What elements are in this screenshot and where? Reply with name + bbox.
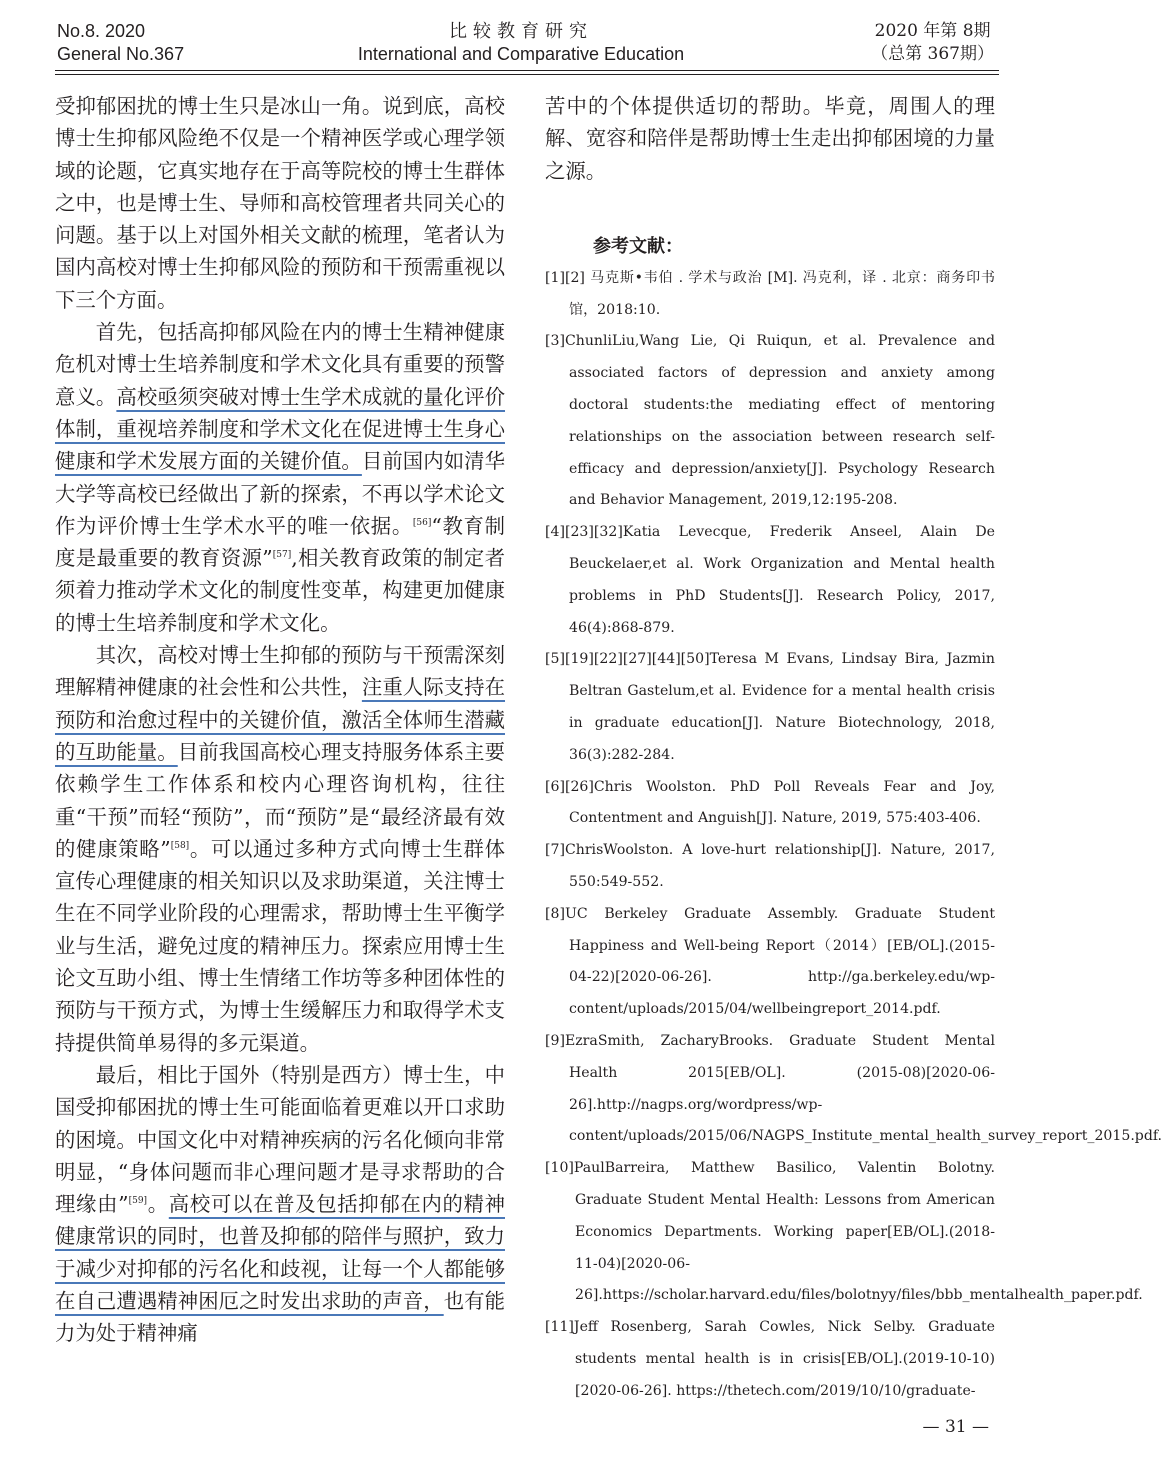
- reference-item: [10]PaulBarreira, Matthew Basilico, Valentin Bolotny. Graduate Student Mental Health: Lessons from American Economics Departments. Working paper[EB/OL].(2018-11-04)[2020-06-26].https://scholar.harvard.edu/files/bolotnyy/files/bbb_mentalhealth_paper.pdf.: [545, 1160, 1143, 1304]
- header-general-number: General No.367: [57, 44, 185, 64]
- body-text: ,相关教育政策的制定者须着力推动学术文化的制度性变革，构建更加健康的博士生培养制度和学术文化。: [55, 546, 505, 635]
- header-rule-thin: [55, 74, 999, 75]
- body-text: 其次，高校对博士生抑郁的预防与干预需深刻理解精神健康的社会性和公共性，: [55, 643, 505, 700]
- body-text: 。: [147, 1192, 169, 1217]
- reference-item: [3]ChunliLiu,Wang Lie, Qi Ruiqun, et al. Prevalence and associated factors of depression and anxiety among doctoral students:the mediating effect of mentoring relationships on the association between research self-efficacy and depression/anxiety[J]. Psychology Research and Behavior Management, 2019,12:195-208.: [545, 333, 995, 509]
- reference-item: [4][23][32]Katia Levecque, Frederik Anseel, Alain De Beuckelaer,et al. Work Organization and Mental health problems in PhD Students[J]. Research Policy, 2017, 46(4):868-879.: [545, 524, 995, 636]
- reference-item: [11]Jeff Rosenberg, Sarah Cowles, Nick Selby. Graduate students mental health is in crisis[EB/OL].(2019-10-10)[2020-06-26]. https://thetech.com/2019/10/10/graduate-: [545, 1319, 995, 1399]
- reference-item: [7]ChrisWoolston. A love-hurt relationship[J]. Nature, 2017, 550:549-552.: [545, 842, 995, 891]
- body-paragraph: 受抑郁困扰的博士生只是冰山一角。说到底，高校博士生抑郁风险绝不仅是一个精神医学或心理学领域的论题，它真实地存在于高等院校的博士生群体之中，也是博士生、导师和高校管理者共同关心的问题。基于以上对国外相关文献的梳理，笔者认为国内高校对博士生抑郁风险的预防和干预需重视以下三个方面。: [55, 94, 505, 312]
- body-text: “教育制度是最重要的教育资源”: [55, 513, 505, 571]
- body-text: 。可以通过多种方式向博士生群体宣传心理健康的相关知识以及求助渠道，关注博士生在不同学业阶段的心理需求，帮助博士生平衡学业与生活，避免过度的精神压力。探索应用博士生论文互助小组、博士生情绪工作坊等多种团体性的预防与干预方式，为博士生缓解压力和取得学术支持提供简单易得的多元渠道。: [55, 836, 505, 1055]
- reference-item: [9]EzraSmith, ZacharyBrooks. Graduate Student Mental Health 2015[EB/OL]. (2015-08)[2020-06-26].http://nagps.org/wordpress/wp-content/uploads/2015/06/NAGPS_Institute_mental_health_survey_report_2015.pdf.: [545, 1033, 1162, 1145]
- reference-list: [545, 263, 1162, 1408]
- citation-marker: [56]: [412, 517, 432, 528]
- body-text: 最后，相比于国外（特别是西方）博士生，中国受抑郁困扰的博士生可能面临着更难以开口求助的困境。中国文化中对精神疾病的污名化倾向非常明显，“身体问题而非心理问题才是寻求帮助的合理缘由”: [55, 1062, 505, 1217]
- body-text: 目前我国高校心理支持服务体系主要依赖学生工作体系和校内心理咨询机构，往往重“干预”而轻“预防”，而“预防”是“最经济最有效的健康策略”: [55, 739, 506, 861]
- reference-item: [5][19][22][27][44][50]Teresa M Evans, Lindsay Bira, Jazmin Beltran Gastelum,et al. Evidence for a mental health crisis in graduate education[J]. Nature Biotechnology, 2018, 36(3):282-284.: [545, 651, 995, 763]
- underlined-highlight: 注重人际支持在预防和治愈过程中的关键价值，激活全体师生潜藏的互助能量。: [55, 675, 506, 764]
- header-issue-number: No.8. 2020: [57, 21, 146, 41]
- body-paragraph: [55, 316, 505, 639]
- page-number: — 31 —: [922, 1417, 989, 1437]
- body-paragraph: [55, 639, 505, 1059]
- header-rule-thick: [55, 70, 999, 71]
- journal-title-english: International and Comparative Education: [357, 44, 685, 64]
- reference-item: [8]UC Berkeley Graduate Assembly. Graduate Student Happiness and Well-being Report（2014）[EB/OL].(2015-04-22)[2020-06-26]. http://ga.berkeley.edu/wp-content/uploads/2015/04/wellbeingreport_2014.pdf.: [545, 905, 995, 1018]
- right-column: [545, 90, 1162, 1408]
- citation-marker: [58]: [170, 840, 190, 851]
- header-year-issue-line: 2020 年第 8期: [874, 21, 991, 41]
- body-paragraph: 苦中的个体提供适切的帮助。毕竟，周围人的理解、宽容和陪伴是帮助博士生走出抑郁困境的力量之源。: [545, 94, 995, 183]
- body-text: 首先，包括高抑郁风险在内的博士生精神健康危机对博士生培养制度和学术文化具有重要的预警意义。: [55, 320, 505, 409]
- reference-item: [6][26]Chris Woolston. PhD Poll Reveals Fear and Joy, Contentment and Anguish[J]. Nature, 2019, 575:403-406.: [545, 778, 995, 827]
- header-year-issue: [871, 20, 994, 66]
- reference-item: [1][2] 马克斯•韦伯 . 学术与政治 [M]. 冯克利，译 . 北京：商务印书馆，2018:10.: [545, 269, 995, 318]
- references-heading: 参考文献：: [593, 235, 683, 257]
- underlined-highlight: 高校可以在普及包括抑郁在内的精神健康常识的同时，也普及抑郁的陪伴与照护，致力于减少对抑郁的污名化和歧视，让每一个人都能够在自己遭遇精神困厄之时发出求助的声音，: [55, 1192, 505, 1313]
- body-paragraph: [55, 1059, 505, 1350]
- left-column: [55, 90, 505, 1350]
- body-text: 也有能力为处于精神痛: [55, 1288, 506, 1346]
- citation-marker: [57]: [272, 550, 292, 561]
- journal-title-chinese: 比较教育研究: [449, 21, 593, 41]
- body-text: 目前国内如清华大学等高校已经做出了新的探索，不再以学术论文作为评价博士生学术水平的唯一依据。: [55, 449, 506, 538]
- citation-marker: [59]: [128, 1196, 148, 1207]
- underlined-highlight: 高校亟须突破对博士生学术成就的量化评价体制，重视培养制度和学术文化在促进博士生身心健康和学术发展方面的关键价值。: [55, 384, 506, 474]
- header-total-issue-line: （总第 367期）: [871, 44, 994, 64]
